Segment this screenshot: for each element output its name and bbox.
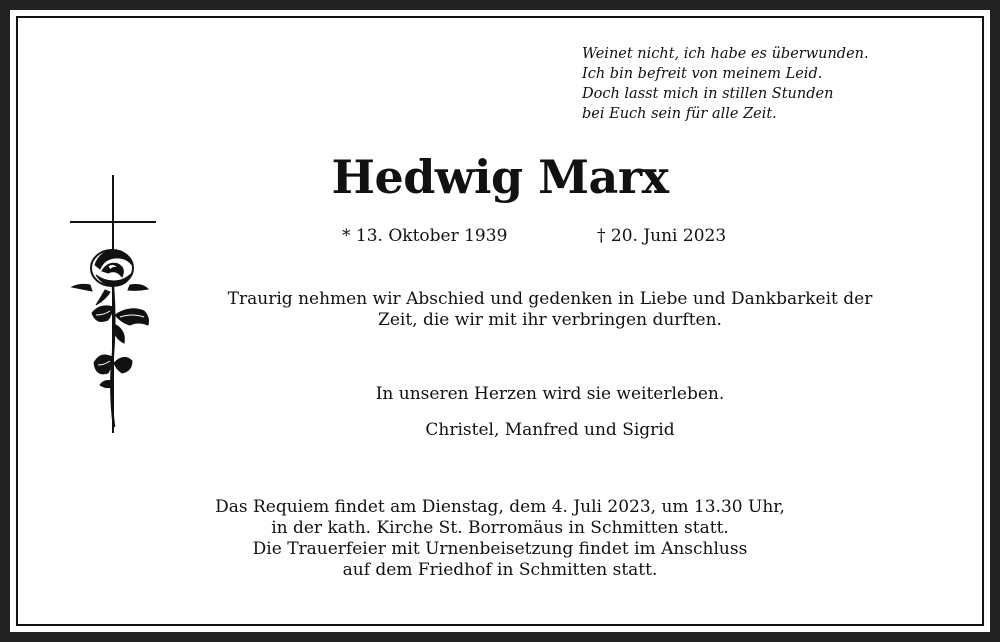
poem-line: bei Euch sein für alle Zeit.	[582, 106, 777, 122]
remembrance-line: In unseren Herzen wird sie weiterleben.	[375, 384, 725, 404]
birth-date: * 13. Oktober 1939	[342, 226, 508, 246]
family-names: Christel, Manfred und Sigrid	[425, 420, 675, 440]
farewell-message	[100, 289, 1000, 331]
death-date: † 20. Juni 2023	[597, 226, 727, 246]
poem-line: Weinet nicht, ich habe es überwunden.	[582, 46, 869, 62]
poem-line: Doch lasst mich in stillen Stunden	[582, 86, 834, 102]
service-details	[0, 497, 1000, 581]
service-line: Die Trauerfeier mit Urnenbeisetzung findet im Anschluss	[252, 539, 748, 559]
deceased-name: Hedwig Marx	[331, 150, 669, 204]
farewell-line: Zeit, die wir mit ihr verbringen durften.	[378, 310, 722, 330]
service-line: in der kath. Kirche St. Borromäus in Schmitten statt.	[271, 518, 729, 538]
service-line: auf dem Friedhof in Schmitten statt.	[342, 560, 658, 580]
service-line: Das Requiem findet am Dienstag, dem 4. Juli 2023, um 13.30 Uhr,	[215, 497, 785, 517]
poem	[582, 44, 869, 124]
poem-line: Ich bin befreit von meinem Leid.	[582, 66, 823, 82]
farewell-line: Traurig nehmen wir Abschied und gedenken in Liebe und Dankbarkeit der	[227, 289, 873, 309]
